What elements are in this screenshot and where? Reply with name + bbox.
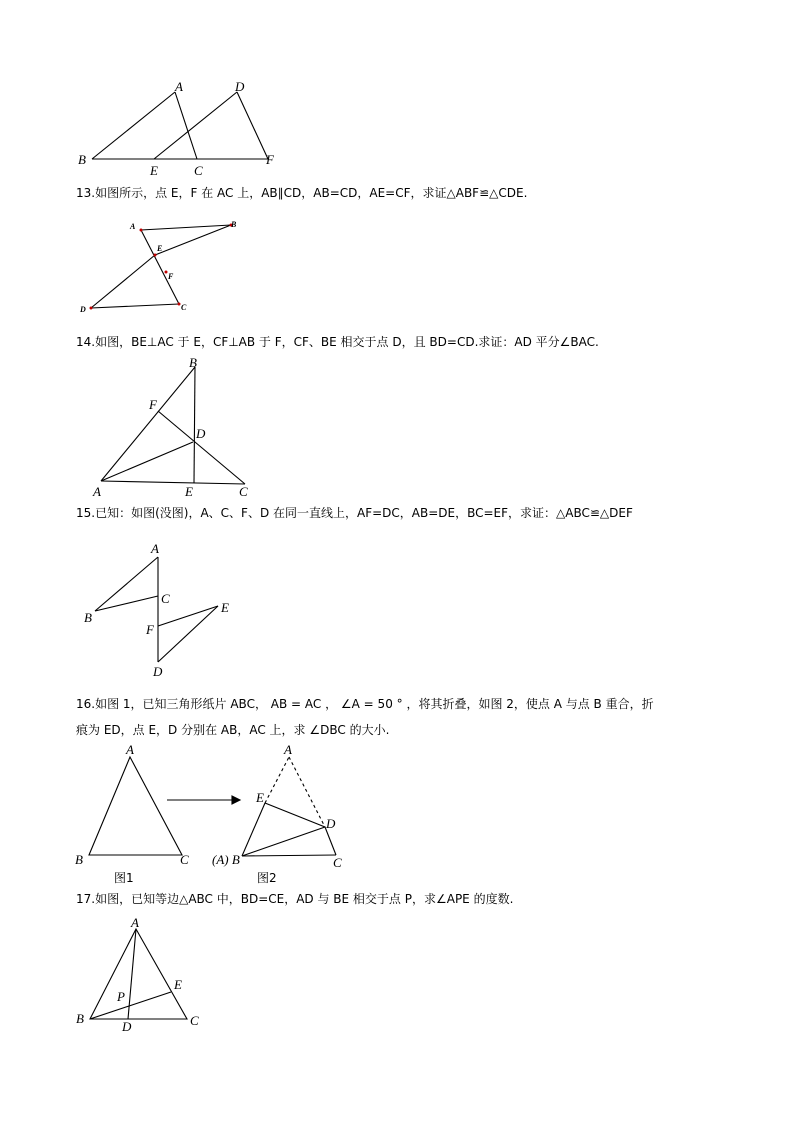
label-P: P — [117, 989, 125, 1004]
label-F: F — [168, 272, 174, 281]
label-D: D — [122, 1019, 132, 1034]
question-15: 15.已知：如图(没图)，A、C、F、D 在同一直线上，AF=DC，AB=DE，BC=EF，求证：△ABC≌△DEF — [76, 506, 633, 520]
label-B: B — [189, 355, 197, 370]
label-C: C — [194, 163, 203, 178]
label-C-fig2: C — [333, 855, 342, 870]
figure-17 — [70, 915, 220, 1035]
figure-16 — [70, 743, 370, 888]
question-16-line-1: 16.如图 1，已知三角形纸片 ABC， AB = AC ， ∠A = 50 ° ，将其折叠，如图 2，使点 A 与点 B 重合，折 — [76, 697, 654, 711]
figure-12 — [70, 75, 290, 180]
label-F: F — [149, 397, 157, 412]
label-A: A — [131, 915, 139, 930]
label-C: C — [161, 591, 170, 606]
label-C: C — [239, 484, 248, 499]
figure-14 — [85, 355, 270, 500]
label-E: E — [174, 977, 182, 992]
label-A: A — [93, 484, 101, 499]
label-C-fig1: C — [180, 852, 189, 867]
label-B: B — [76, 1011, 84, 1026]
label-E: E — [150, 163, 158, 178]
label-D: D — [153, 664, 163, 679]
label-E: E — [221, 600, 229, 615]
label-A: A — [151, 541, 159, 556]
label-D: D — [196, 426, 206, 441]
caption-figure-2: 图2 — [257, 871, 277, 885]
question-17: 17.如图，已知等边△ABC 中，BD=CE，AD 与 BE 相交于点 P，求∠APE 的度数. — [76, 892, 514, 906]
question-16-line-2: 痕为 ED，点 E，D 分别在 AB，AC 上，求 ∠DBC 的大小. — [76, 723, 390, 737]
label-D: D — [235, 79, 245, 94]
caption-figure-1: 图1 — [114, 871, 134, 885]
figure-15 — [75, 540, 245, 680]
label-B: B — [84, 610, 92, 625]
label-E-fig2: E — [256, 790, 264, 805]
label-C: C — [190, 1013, 199, 1028]
figure-13 — [75, 215, 255, 320]
label-A-fig1: A — [126, 742, 134, 757]
label-D: D — [80, 305, 86, 314]
question-13: 13.如图所示，点 E，F 在 AC 上，AB∥CD，AB=CD，AE=CF，求证△ABF≌△CDE. — [76, 186, 528, 200]
label-A: A — [130, 222, 136, 231]
label-E: E — [185, 484, 193, 499]
label-F: F — [146, 622, 154, 637]
label-B-fig1: B — [75, 852, 83, 867]
label-D-fig2: D — [326, 816, 336, 831]
label-B: B — [78, 152, 86, 167]
label-F: F — [266, 152, 274, 167]
label-A-fig2: A — [284, 742, 292, 757]
label-B-fig2: (A) B — [212, 852, 240, 867]
question-14: 14.如图，BE⊥AC 于 E，CF⊥AB 于 F，CF、BE 相交于点 D，且 BD=CD.求证：AD 平分∠BAC. — [76, 335, 599, 349]
label-E: E — [157, 244, 163, 253]
label-A: A — [175, 79, 183, 94]
label-C: C — [181, 303, 187, 312]
label-B: B — [231, 220, 237, 229]
